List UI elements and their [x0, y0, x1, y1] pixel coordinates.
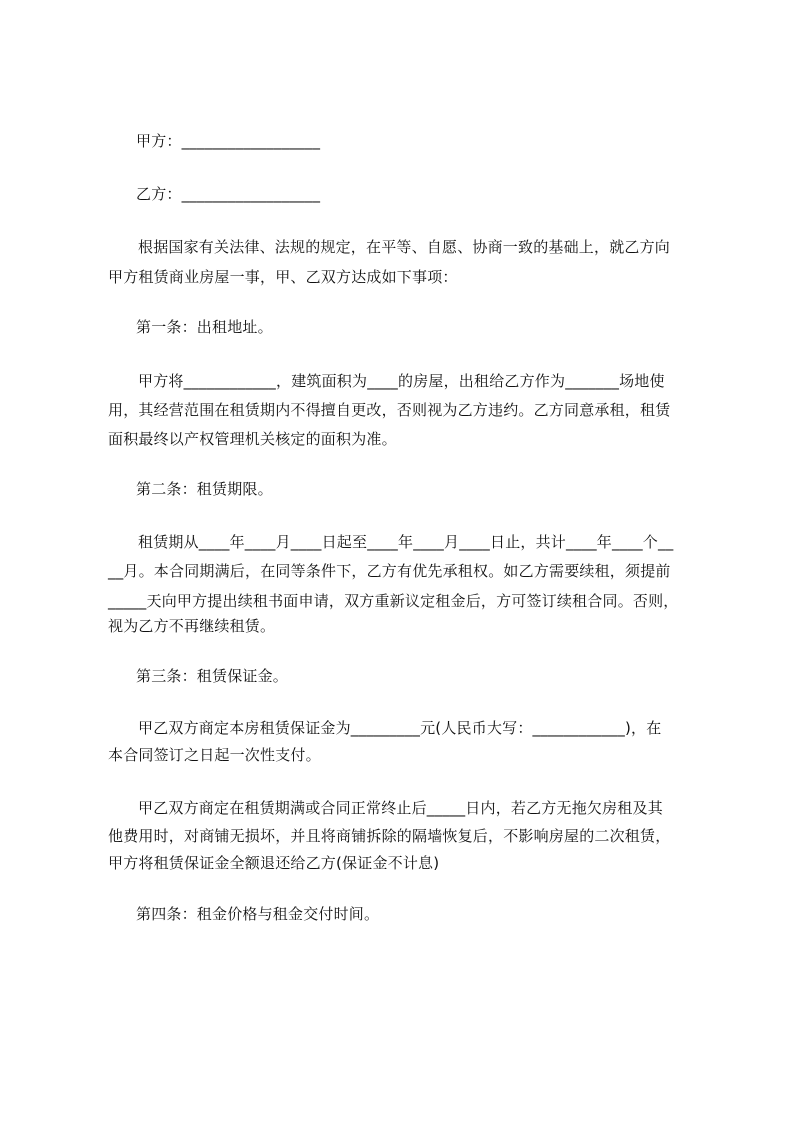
- article1-title: 第一条：出租地址。: [136, 318, 273, 336]
- article3-paragraph2-line: 甲方将租赁保证金全额退还给乙方(保证金不计息): [108, 854, 440, 872]
- article1-line: 甲方将____________，建筑面积为____的房屋，出租给乙方作为_______场地使: [138, 372, 665, 390]
- article3-paragraph1-line: 本合同签订之日起一次性支付。: [108, 746, 321, 764]
- article3-paragraph1-line: 甲乙双方商定本房租赁保证金为_________元(人民币大写：____________)，在: [138, 719, 662, 737]
- intro-line: 根据国家有关法律、法规的规定，在平等、自愿、协商一致的基础上，就乙方向: [138, 238, 671, 256]
- party-b-line: 乙方：__________________: [136, 185, 321, 203]
- party-a-line: 甲方：__________________: [136, 132, 321, 150]
- article3-paragraph2-line: 甲乙双方商定在租赁期满或合同正常终止后_____日内，若乙方无拖欠房租及其: [138, 799, 663, 817]
- article2-title: 第二条：租赁期限。: [136, 480, 273, 498]
- article2-line: _____天向甲方提出续租书面申请，双方重新议定租金后，方可签订续租合同。否则，: [108, 592, 679, 610]
- article2-line: __月。本合同期满后，在同等条件下，乙方有优先承租权。如乙方需要续租，须提前: [108, 562, 671, 580]
- article3-paragraph2-line: 他费用时，对商铺无损坏，并且将商铺拆除的隔墙恢复后，不影响房屋的二次租赁，: [108, 827, 671, 845]
- article4-title: 第四条：租金价格与租金交付时间。: [136, 905, 380, 923]
- article1-line: 用，其经营范围在租赁期内不得擅自更改，否则视为乙方违约。乙方同意承租，租赁: [108, 401, 671, 419]
- intro-line: 甲方租赁商业房屋一事，甲、乙双方达成如下事项：: [108, 268, 458, 286]
- article3-title: 第三条：租赁保证金。: [136, 667, 289, 685]
- article2-line: 租赁期从____年____月____日起至____年____月____日止，共计____年____个__: [138, 533, 674, 551]
- article2-line: 视为乙方不再继续租赁。: [108, 617, 276, 635]
- article1-line: 面积最终以产权管理机关核定的面积为准。: [108, 430, 397, 448]
